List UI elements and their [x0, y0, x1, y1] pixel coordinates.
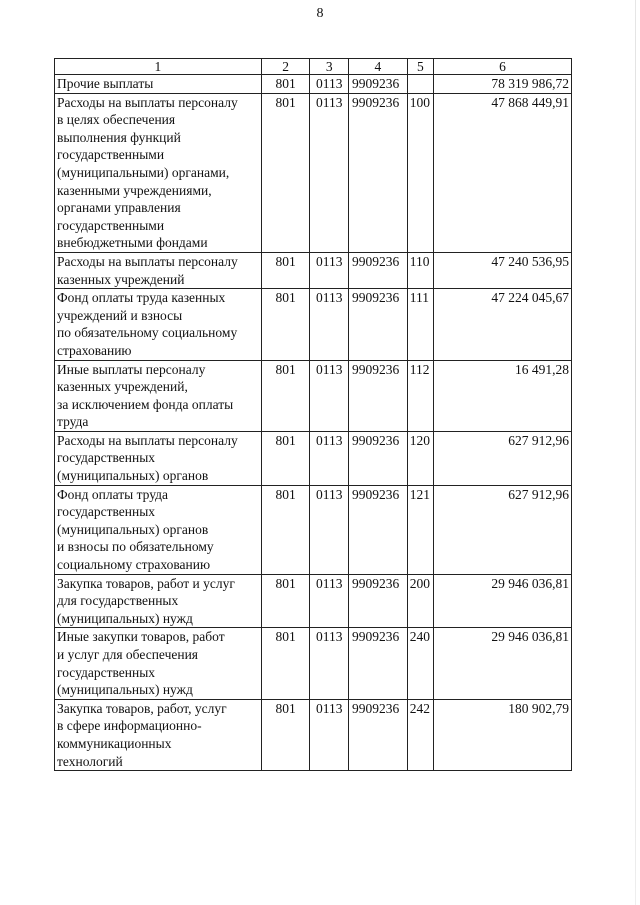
row-name-line: государственными — [57, 217, 165, 233]
table-row — [55, 75, 572, 94]
row-name-line: Иные выплаты персоналу — [57, 361, 206, 377]
page-number: 8 — [316, 6, 324, 21]
row-code-2-cell: 801 — [261, 252, 310, 288]
row-name-line: Закупка товаров, работ и услуг — [57, 575, 235, 591]
row-amount-cell: 78 319 986,72 — [434, 75, 572, 94]
row-name-line: социальному страхованию — [57, 557, 211, 573]
row-name-line: труда — [57, 414, 89, 430]
row-code-5-cell: 200 — [407, 574, 433, 628]
row-name-cell — [55, 699, 262, 770]
row-amount-cell: 47 240 536,95 — [434, 252, 572, 288]
row-code-5-cell: 100 — [407, 93, 433, 252]
row-name-line: (муниципальных) нужд — [57, 610, 193, 626]
table-row — [55, 485, 572, 574]
row-amount-cell: 180 902,79 — [434, 699, 572, 770]
row-name-cell — [55, 485, 262, 574]
row-code-2-cell: 801 — [261, 431, 310, 485]
table-row — [55, 431, 572, 485]
row-name-line: по обязательному социальному — [57, 325, 238, 341]
table-row — [55, 360, 572, 431]
table-row — [55, 574, 572, 628]
row-code-2-cell: 801 — [261, 360, 310, 431]
row-name-line: Фонд оплаты труда казенных — [57, 290, 226, 306]
row-name-line: государственных — [57, 504, 156, 520]
row-code-2-cell: 801 — [261, 574, 310, 628]
row-name-cell — [55, 628, 262, 699]
row-amount-cell: 627 912,96 — [434, 485, 572, 574]
row-name-line: (муниципальных) органов — [57, 468, 209, 484]
row-amount-cell: 16 491,28 — [434, 360, 572, 431]
row-code-4-cell: 9909236 — [348, 574, 407, 628]
row-amount-cell: 47 224 045,67 — [434, 289, 572, 360]
row-name-line: Фонд оплаты труда — [57, 486, 168, 502]
row-code-4-cell: 9909236 — [348, 699, 407, 770]
row-name-cell — [55, 289, 262, 360]
row-name-line: Прочие выплаты — [57, 76, 154, 91]
row-code-5-cell: 112 — [407, 360, 433, 431]
row-name-line: и взносы по обязательному — [57, 539, 214, 555]
row-code-4-cell: 9909236 — [348, 252, 407, 288]
row-name-line: в целях обеспечения — [57, 112, 176, 128]
row-code-5-cell: 110 — [407, 252, 433, 288]
row-name-line: внебюджетными фондами — [57, 235, 208, 251]
row-code-5-cell: 111 — [407, 289, 433, 360]
row-code-3-cell: 0113 — [310, 431, 349, 485]
row-code-4-cell: 9909236 — [348, 431, 407, 485]
row-name-line: страхованию — [57, 342, 132, 358]
row-name-line: Иные закупки товаров, работ — [57, 629, 225, 645]
row-code-4-cell: 9909236 — [348, 628, 407, 699]
row-code-3-cell: 0113 — [310, 574, 349, 628]
row-name-line: органами управления — [57, 200, 181, 216]
row-name-line: (муниципальными) органами, — [57, 164, 230, 180]
budget-table — [54, 58, 572, 771]
table-row — [55, 252, 572, 288]
row-code-2-cell: 801 — [261, 75, 310, 94]
row-code-5-cell: 121 — [407, 485, 433, 574]
header-col-4: 4 — [348, 59, 407, 75]
row-name-line: государственных — [57, 664, 156, 680]
row-name-line: для государственных — [57, 593, 179, 609]
row-code-5-cell: 120 — [407, 431, 433, 485]
row-amount-cell: 627 912,96 — [434, 431, 572, 485]
row-name-line: казенными учреждениями, — [57, 182, 212, 198]
row-code-4-cell: 9909236 — [348, 485, 407, 574]
row-name-line: (муниципальных) органов — [57, 521, 209, 537]
row-code-3-cell: 0113 — [310, 93, 349, 252]
row-name-line: Расходы на выплаты персоналу — [57, 94, 238, 110]
scan-edge — [635, 0, 636, 905]
row-name-line: в сфере информационно- — [57, 718, 202, 734]
row-code-3-cell: 0113 — [310, 628, 349, 699]
row-name-line: учреждений и взносы — [57, 307, 183, 323]
row-code-3-cell: 0113 — [310, 699, 349, 770]
table-row — [55, 699, 572, 770]
row-code-4-cell: 9909236 — [348, 75, 407, 94]
row-code-5-cell — [407, 75, 433, 94]
row-name-cell — [55, 431, 262, 485]
row-amount-cell: 29 946 036,81 — [434, 628, 572, 699]
header-col-1: 1 — [55, 59, 262, 75]
row-code-4-cell: 9909236 — [348, 360, 407, 431]
row-name-line: выполнения функций — [57, 129, 181, 145]
row-code-3-cell: 0113 — [310, 252, 349, 288]
row-name-line: (муниципальных) нужд — [57, 682, 193, 698]
row-code-2-cell: 801 — [261, 93, 310, 252]
row-name-cell — [55, 75, 262, 94]
row-code-2-cell: 801 — [261, 289, 310, 360]
row-name-line: Расходы на выплаты персоналу — [57, 253, 238, 269]
row-code-2-cell: 801 — [261, 485, 310, 574]
table-row — [55, 289, 572, 360]
row-name-line: за исключением фонда оплаты — [57, 396, 234, 412]
header-col-5: 5 — [407, 59, 433, 75]
row-name-line: казенных учреждений, — [57, 379, 188, 395]
row-name-line: государственными — [57, 147, 165, 163]
header-col-2: 2 — [261, 59, 310, 75]
row-name-cell — [55, 574, 262, 628]
row-name-line: технологий — [57, 753, 123, 769]
row-name-line: коммуникационных — [57, 735, 172, 751]
header-col-6: 6 — [434, 59, 572, 75]
row-name-line: Закупка товаров, работ, услуг — [57, 700, 227, 716]
table-header-row — [55, 59, 572, 75]
table-row — [55, 93, 572, 252]
row-amount-cell: 29 946 036,81 — [434, 574, 572, 628]
row-name-line: Расходы на выплаты персоналу — [57, 432, 238, 448]
row-name-cell — [55, 252, 262, 288]
row-code-2-cell: 801 — [261, 628, 310, 699]
row-amount-cell: 47 868 449,91 — [434, 93, 572, 252]
row-name-line: государственных — [57, 450, 156, 466]
row-code-3-cell: 0113 — [310, 289, 349, 360]
row-code-3-cell: 0113 — [310, 75, 349, 94]
row-code-3-cell: 0113 — [310, 360, 349, 431]
row-name-cell — [55, 360, 262, 431]
row-name-line: казенных учреждений — [57, 271, 185, 287]
row-code-5-cell: 240 — [407, 628, 433, 699]
row-code-4-cell: 9909236 — [348, 93, 407, 252]
row-name-line: и услуг для обеспечения — [57, 647, 199, 662]
row-code-3-cell: 0113 — [310, 485, 349, 574]
row-code-5-cell: 242 — [407, 699, 433, 770]
row-code-4-cell: 9909236 — [348, 289, 407, 360]
row-name-cell — [55, 93, 262, 252]
table-row — [55, 628, 572, 699]
row-code-2-cell: 801 — [261, 699, 310, 770]
header-col-3: 3 — [310, 59, 349, 75]
